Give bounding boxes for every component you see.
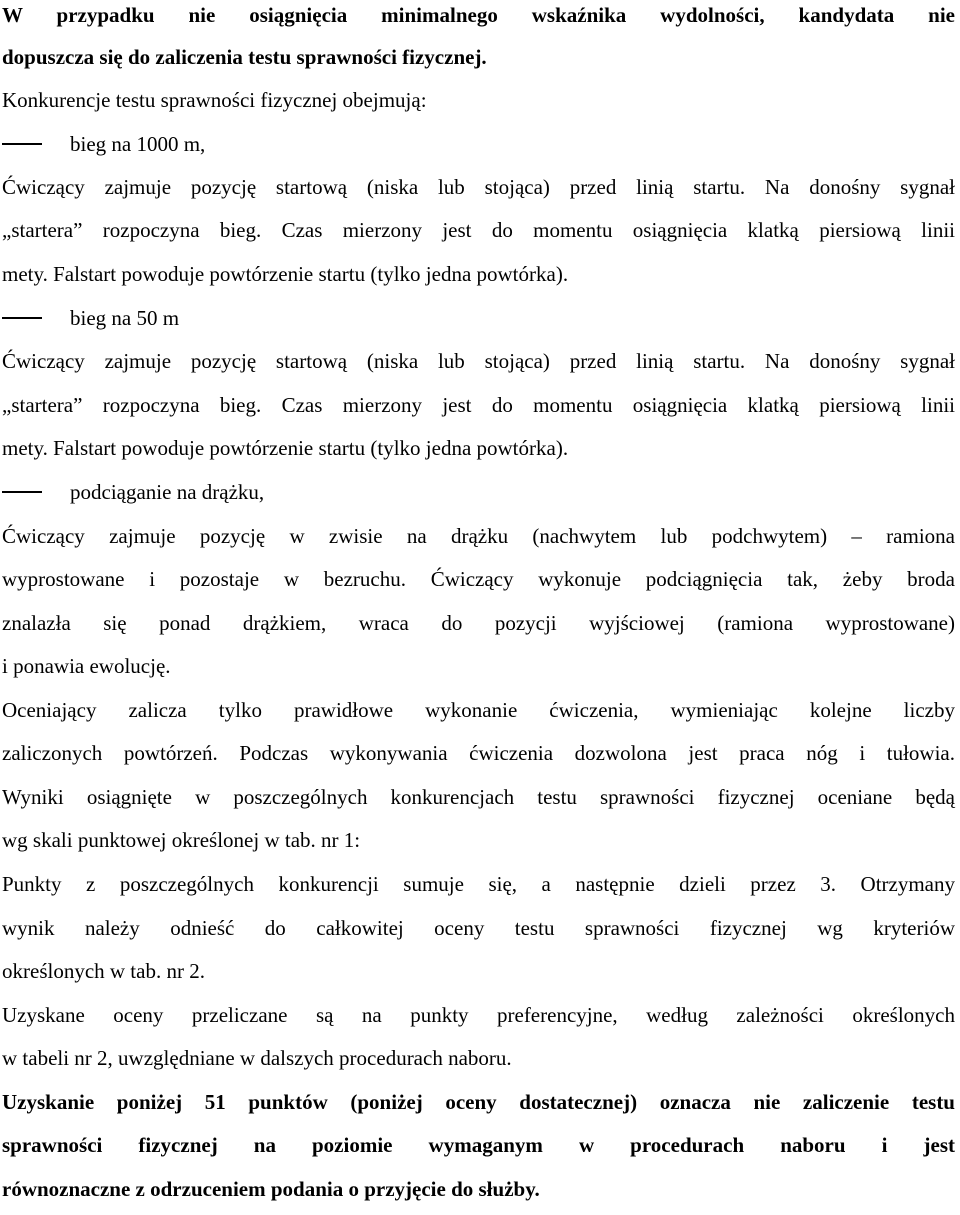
text-line: określonych w tab. nr 2.: [2, 959, 205, 983]
list-item: [2, 477, 264, 507]
text-line: „startera” rozpoczyna bieg. Czas mierzony jest do momentu osiągnięcia klatką piersiową linii: [2, 393, 955, 417]
text-line: Oceniający zalicza tylko prawidłowe wykonanie ćwiczenia, wymieniając kolejne liczby: [2, 698, 955, 722]
text-line: równoznaczne z odrzuceniem podania o przyjęcie do służby.: [2, 1177, 540, 1201]
text-line: sprawności fizycznej na poziomie wymaganym w procedurach naboru i jest: [2, 1133, 955, 1157]
text-line: i ponawia ewolucję.: [2, 654, 171, 678]
text-line: Punkty z poszczególnych konkurencji sumuje się, a następnie dzieli przez 3. Otrzymany: [2, 872, 955, 896]
text-line: mety. Falstart powoduje powtórzenie startu (tylko jedna powtórka).: [2, 436, 569, 460]
text-line: dopuszcza się do zaliczenia testu sprawności fizycznej.: [2, 45, 487, 69]
list-item-label: podciąganie na drążku,: [70, 480, 265, 504]
text-line: wynik należy odnieść do całkowitej oceny testu sprawności fizycznej wg kryteriów: [2, 916, 955, 940]
text-line: Wyniki osiągnięte w poszczególnych konkurencjach testu sprawności fizycznej oceniane będą: [2, 785, 955, 809]
dash-bullet-icon: [2, 477, 44, 507]
dash-bullet-icon: [2, 303, 44, 333]
text-line: Ćwiczący zajmuje pozycję startową (niska lub stojąca) przed linią startu. Na donośny sygnał: [2, 175, 955, 199]
list-item-label: bieg na 1000 m,: [70, 132, 206, 156]
list-item: [2, 303, 179, 333]
text-line: Uzyskane oceny przeliczane są na punkty preferencyjne, według zależności określonych: [2, 1003, 955, 1027]
text-line: Ćwiczący zajmuje pozycję w zwisie na drążku (nachwytem lub podchwytem) – ramiona: [2, 524, 955, 548]
text-line: wg skali punktowej określonej w tab. nr 1:: [2, 828, 361, 852]
text-line: mety. Falstart powoduje powtórzenie startu (tylko jedna powtórka).: [2, 262, 569, 286]
list-item: [2, 129, 205, 159]
text-line: „startera” rozpoczyna bieg. Czas mierzony jest do momentu osiągnięcia klatką piersiową linii: [2, 218, 955, 242]
text-line: wyprostowane i pozostaje w bezruchu. Ćwiczący wykonuje podciągnięcia tak, żeby broda: [2, 567, 955, 591]
text-line: Konkurencje testu sprawności fizycznej obejmują:: [2, 88, 427, 112]
dash-bullet-icon: [2, 129, 44, 159]
text-line: Ćwiczący zajmuje pozycję startową (niska lub stojąca) przed linią startu. Na donośny sygnał: [2, 349, 955, 373]
text-line: zaliczonych powtórzeń. Podczas wykonywania ćwiczenia dozwolona jest praca nóg i tułowia.: [2, 741, 955, 765]
list-item-label: bieg na 50 m: [70, 306, 180, 330]
text-line: Uzyskanie poniżej 51 punktów (poniżej oceny dostatecznej) oznacza nie zaliczenie testu: [2, 1090, 955, 1114]
text-line: w tabeli nr 2, uwzględniane w dalszych procedurach naboru.: [2, 1046, 512, 1070]
text-line: W przypadku nie osiągnięcia minimalnego wskaźnika wydolności, kandydata nie: [2, 3, 955, 27]
text-line: znalazła się ponad drążkiem, wraca do pozycji wyjściowej (ramiona wyprostowane): [2, 611, 955, 635]
